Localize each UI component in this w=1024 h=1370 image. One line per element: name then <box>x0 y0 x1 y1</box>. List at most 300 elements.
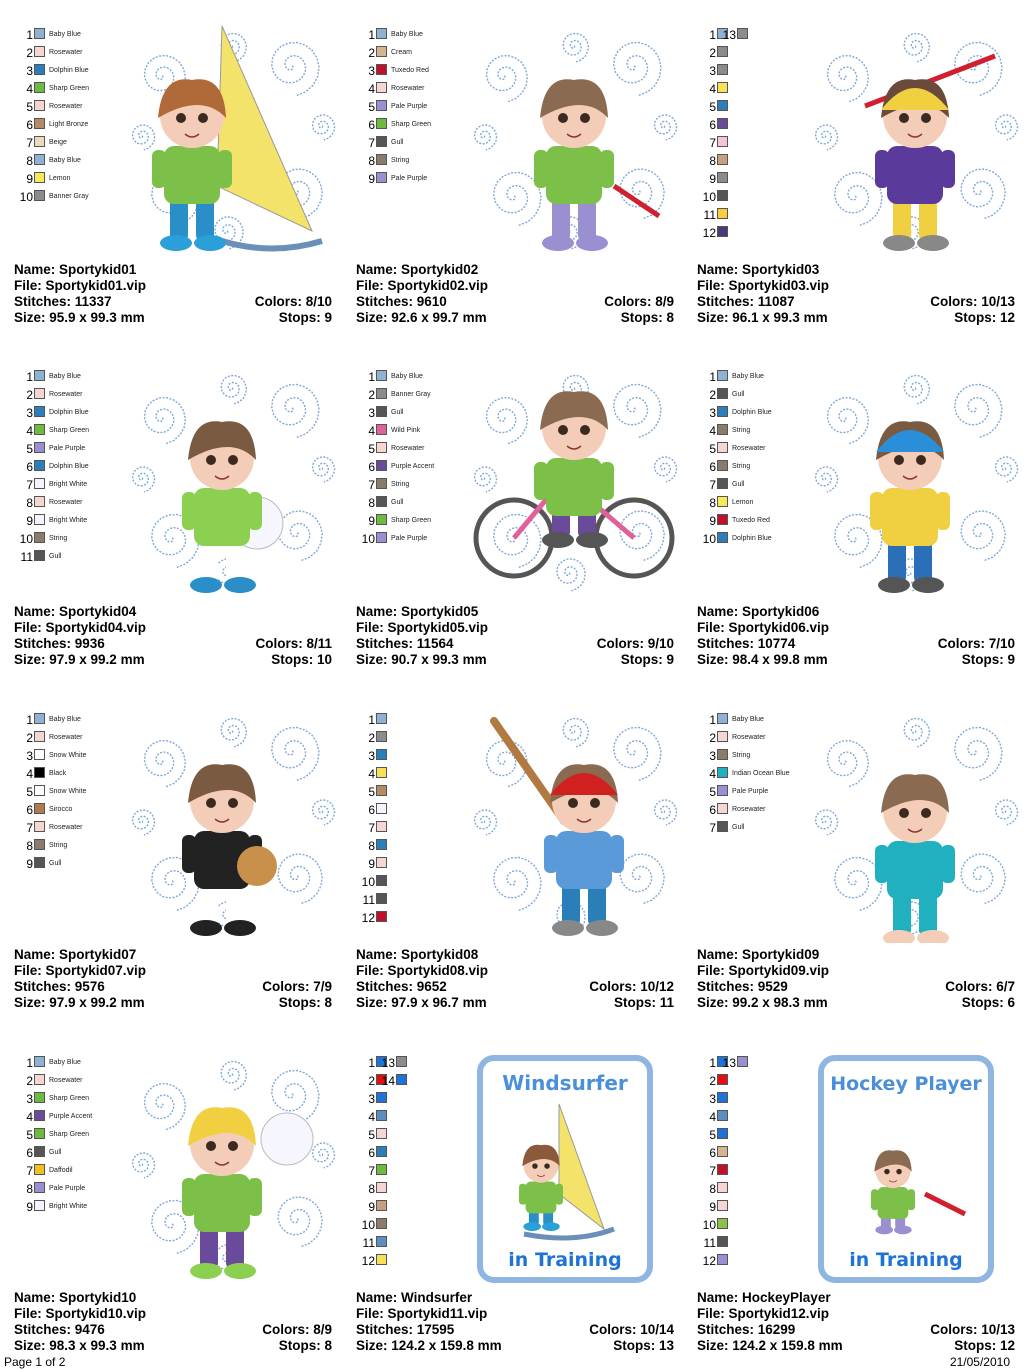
color-swatch <box>34 190 45 201</box>
color-number: 7 <box>368 1164 375 1178</box>
color-swatch <box>376 370 387 381</box>
color-number: 3 <box>368 1092 375 1106</box>
color-number: 12 <box>361 1254 375 1268</box>
shoe <box>160 235 192 251</box>
eye <box>176 113 186 123</box>
color-number: 3 <box>709 406 716 420</box>
shirt <box>164 146 220 204</box>
color-number: 7 <box>26 136 33 150</box>
design-name: Name: Sportykid01 <box>14 262 137 277</box>
color-swatch <box>376 1092 387 1103</box>
design-file: File: Sportykid11.vip <box>356 1306 488 1321</box>
design-info <box>356 947 674 1011</box>
design-file: File: Sportykid06.vip <box>697 620 830 635</box>
arm <box>936 492 950 530</box>
color-swatch <box>34 478 45 489</box>
color-swatch <box>34 803 45 814</box>
color-number: 1 <box>709 1056 716 1070</box>
design-stops: Stops: 6 <box>961 995 1015 1010</box>
color-number: 1 <box>709 713 716 727</box>
design-card <box>14 352 344 682</box>
design-name: Name: Sportykid04 <box>14 604 137 619</box>
color-swatch <box>34 442 45 453</box>
color-number: 12 <box>702 1254 716 1268</box>
design-name: Name: Sportykid09 <box>697 947 820 962</box>
color-swatch <box>34 1200 45 1211</box>
shirt <box>194 1174 250 1232</box>
color-number: 7 <box>368 821 375 835</box>
thread-name: Sharp Green <box>391 517 432 524</box>
color-swatch <box>34 460 45 471</box>
design-info <box>697 947 1015 1011</box>
shoe <box>523 1222 541 1231</box>
design-info <box>697 262 1015 326</box>
shoe <box>917 235 949 251</box>
design-info <box>356 1290 674 1354</box>
color-number: 9 <box>368 172 375 186</box>
shoe <box>194 235 226 251</box>
shirt <box>556 831 612 889</box>
arm <box>534 150 548 188</box>
color-number: 7 <box>26 821 33 835</box>
color-swatch <box>376 136 387 147</box>
color-number: 6 <box>368 460 375 474</box>
color-number: 2 <box>709 388 716 402</box>
design-stitches: Stitches: 10774 <box>697 636 796 651</box>
color-number: 2 <box>368 731 375 745</box>
color-swatch <box>717 100 728 111</box>
color-number: 1 <box>368 713 375 727</box>
color-swatch <box>376 1200 387 1211</box>
color-swatch <box>34 1056 45 1067</box>
design-stitches: Stitches: 9529 <box>697 979 788 994</box>
color-swatch <box>717 785 728 796</box>
thread-name: Sharp Green <box>391 121 432 128</box>
thread-name: Baby Blue <box>391 373 423 380</box>
color-swatch <box>34 424 45 435</box>
design-stops: Stops: 9 <box>278 310 332 325</box>
design-size: Size: 99.2 x 98.3 mm <box>697 995 828 1010</box>
color-swatch <box>376 28 387 39</box>
shirt <box>887 841 943 899</box>
design-stops: Stops: 13 <box>613 1338 674 1353</box>
arm <box>941 845 955 883</box>
design-stops: Stops: 8 <box>620 310 674 325</box>
color-number: 5 <box>709 442 716 456</box>
color-swatch <box>34 1092 45 1103</box>
color-swatch <box>34 749 45 760</box>
thread-name: Dolphin Blue <box>49 463 89 470</box>
color-swatch <box>376 46 387 57</box>
thread-name: Pale Purple <box>391 175 428 182</box>
color-swatch <box>737 28 748 39</box>
design-stitches: Stitches: 9576 <box>14 979 105 994</box>
color-swatch <box>717 1182 728 1193</box>
color-number: 5 <box>368 442 375 456</box>
design-card <box>356 695 686 1025</box>
color-number: 9 <box>26 514 33 528</box>
shoe <box>576 235 608 251</box>
color-swatch <box>376 424 387 435</box>
eye <box>590 798 600 808</box>
embroidery-design-preview <box>805 1044 1021 1286</box>
thread-name: Pale Purple <box>49 1185 86 1192</box>
design-card <box>14 695 344 1025</box>
thread-name: Pale Purple <box>49 445 86 452</box>
design-card <box>697 10 1024 340</box>
design-file: File: Sportykid08.vip <box>356 963 489 978</box>
color-swatch <box>34 100 45 111</box>
color-number: 8 <box>368 496 375 510</box>
color-swatch <box>376 478 387 489</box>
thread-name: Pale Purple <box>732 788 769 795</box>
color-number: 2 <box>368 46 375 60</box>
kid-figure <box>182 421 262 593</box>
eye <box>228 1141 238 1151</box>
color-swatch <box>376 82 387 93</box>
color-number: 6 <box>709 803 716 817</box>
color-swatch <box>717 46 728 57</box>
color-swatch <box>34 839 45 850</box>
color-number: 11 <box>703 208 716 222</box>
thread-name: String <box>49 842 68 849</box>
thread-name: Banner Gray <box>49 193 89 200</box>
color-number: 3 <box>709 1092 716 1106</box>
eye <box>899 808 909 818</box>
color-swatch <box>376 749 387 760</box>
color-number: 1 <box>368 28 375 42</box>
design-name: Name: Sportykid05 <box>356 604 479 619</box>
shoe <box>875 1226 893 1235</box>
color-swatch <box>717 1200 728 1211</box>
color-number: 3 <box>709 64 716 78</box>
color-number: 1 <box>26 370 33 384</box>
color-swatch <box>376 460 387 471</box>
design-stitches: Stitches: 11564 <box>356 636 454 651</box>
design-card <box>697 1038 1024 1368</box>
color-number: 3 <box>709 749 716 763</box>
embroidery-design-preview <box>805 701 1021 943</box>
eye <box>558 425 568 435</box>
color-number: 13 <box>722 1056 736 1070</box>
color-swatch <box>717 1254 728 1265</box>
design-stops: Stops: 10 <box>271 652 332 667</box>
design-colors: Colors: 7/9 <box>262 979 332 994</box>
design-file: File: Sportykid09.vip <box>697 963 830 978</box>
design-colors: Colors: 8/9 <box>604 294 674 309</box>
eye <box>916 455 926 465</box>
color-swatch <box>34 767 45 778</box>
eye <box>206 798 216 808</box>
color-number: 1 <box>368 370 375 384</box>
color-number: 9 <box>368 857 375 871</box>
color-number: 9 <box>709 172 716 186</box>
shirt <box>878 1187 909 1219</box>
color-number: 4 <box>368 82 375 96</box>
thread-name: Gull <box>49 553 62 560</box>
color-swatch <box>376 388 387 399</box>
eye <box>544 1163 550 1169</box>
color-number: 8 <box>26 839 33 853</box>
color-swatch <box>34 28 45 39</box>
color-swatch <box>34 532 45 543</box>
design-colors: Colors: 8/9 <box>262 1322 332 1337</box>
color-number: 7 <box>709 478 716 492</box>
color-swatch <box>34 406 45 417</box>
color-swatch <box>376 1236 387 1247</box>
color-number: 6 <box>26 1146 33 1160</box>
design-stops: Stops: 8 <box>278 995 332 1010</box>
design-size: Size: 90.7 x 99.3 mm <box>356 652 487 667</box>
color-number: 11 <box>20 550 33 564</box>
thread-name: Pale Purple <box>391 103 428 110</box>
eye <box>580 425 590 435</box>
eye <box>921 808 931 818</box>
eye <box>568 798 578 808</box>
eye <box>558 113 568 123</box>
shirt <box>887 146 943 204</box>
color-number: 6 <box>26 118 33 132</box>
design-card <box>697 352 1024 682</box>
thread-name: Rosewater <box>732 445 766 452</box>
color-number: 3 <box>26 64 33 78</box>
color-swatch <box>34 496 45 507</box>
design-info <box>14 604 332 668</box>
shoe <box>542 235 574 251</box>
color-number: 2 <box>368 1074 375 1088</box>
thread-name: Rosewater <box>732 806 766 813</box>
design-card <box>14 1038 344 1368</box>
thread-name: Purple Accent <box>49 1113 93 1120</box>
color-swatch <box>376 893 387 904</box>
color-number: 2 <box>709 731 716 745</box>
color-number: 2 <box>26 46 33 60</box>
design-stitches: Stitches: 9610 <box>356 294 447 309</box>
color-swatch <box>376 1254 387 1265</box>
color-swatch <box>717 749 728 760</box>
color-swatch <box>376 767 387 778</box>
color-number: 6 <box>26 803 33 817</box>
thread-name: Dolphin Blue <box>732 535 772 542</box>
thread-name: Tuxedo Red <box>391 67 429 74</box>
color-number: 3 <box>26 749 33 763</box>
color-swatch <box>34 1182 45 1193</box>
color-swatch <box>376 821 387 832</box>
color-number: 4 <box>709 1110 716 1124</box>
color-swatch <box>717 1092 728 1103</box>
shoe <box>224 577 256 593</box>
color-swatch <box>34 64 45 75</box>
color-swatch <box>717 190 728 201</box>
color-swatch <box>376 1128 387 1139</box>
thread-name: Rosewater <box>49 103 83 110</box>
thread-name: Rosewater <box>49 391 83 398</box>
color-number: 6 <box>709 1146 716 1160</box>
design-file: File: Sportykid10.vip <box>14 1306 147 1321</box>
color-number: 8 <box>709 1182 716 1196</box>
color-number: 5 <box>368 1128 375 1142</box>
shoe <box>224 920 256 936</box>
design-name: Name: Windsurfer <box>356 1290 473 1305</box>
color-number: 6 <box>368 118 375 132</box>
shoe <box>542 1222 560 1231</box>
color-number: 8 <box>368 154 375 168</box>
design-file: File: Sportykid02.vip <box>356 278 489 293</box>
color-number: 9 <box>26 857 33 871</box>
design-stops: Stops: 8 <box>278 1338 332 1353</box>
color-swatch <box>34 46 45 57</box>
design-colors: Colors: 9/10 <box>596 636 674 651</box>
embroidery-design-preview <box>122 358 338 600</box>
arm <box>941 150 955 188</box>
color-swatch <box>717 496 728 507</box>
design-card <box>356 1038 686 1368</box>
thread-name: Baby Blue <box>49 31 81 38</box>
color-number: 4 <box>26 82 33 96</box>
color-number: 3 <box>368 64 375 78</box>
shoe <box>912 577 944 593</box>
color-swatch <box>34 370 45 381</box>
color-swatch <box>34 1128 45 1139</box>
thread-name: Sirocco <box>49 806 73 813</box>
color-swatch <box>717 172 728 183</box>
color-swatch <box>376 1110 387 1121</box>
color-swatch <box>737 1056 748 1067</box>
color-swatch <box>34 857 45 868</box>
color-number: 2 <box>26 731 33 745</box>
thread-name: Gull <box>391 139 404 146</box>
thread-name: Pale Purple <box>391 535 428 542</box>
design-size: Size: 98.4 x 99.8 mm <box>697 652 828 667</box>
design-name: Name: HockeyPlayer <box>697 1290 831 1305</box>
arm <box>248 1178 262 1216</box>
color-number: 8 <box>26 496 33 510</box>
color-number: 9 <box>368 1200 375 1214</box>
arm <box>182 835 196 873</box>
color-swatch <box>717 424 728 435</box>
design-info <box>697 604 1015 668</box>
design-card <box>356 10 686 340</box>
design-stops: Stops: 9 <box>961 652 1015 667</box>
color-number: 4 <box>26 424 33 438</box>
thread-name: Gull <box>732 481 745 488</box>
color-number: 10 <box>361 875 375 889</box>
shirt <box>546 458 602 516</box>
design-info <box>356 262 674 326</box>
kid-figure <box>875 79 955 251</box>
page-number: Page 1 of 2 <box>4 1355 66 1369</box>
design-info <box>14 262 332 326</box>
color-number: 10 <box>702 190 716 204</box>
thread-name: Beige <box>49 139 67 146</box>
design-name: Name: Sportykid03 <box>697 262 820 277</box>
eye <box>206 455 216 465</box>
shoe <box>190 920 222 936</box>
shoe <box>190 1263 222 1279</box>
color-number: 1 <box>709 370 716 384</box>
color-number: 7 <box>709 821 716 835</box>
thread-name: Gull <box>49 860 62 867</box>
design-stitches: Stitches: 9652 <box>356 979 447 994</box>
design-stitches: Stitches: 11337 <box>14 294 112 309</box>
thread-name: Dolphin Blue <box>49 409 89 416</box>
shoe <box>552 920 584 936</box>
color-swatch <box>34 785 45 796</box>
color-swatch <box>376 1218 387 1229</box>
shoe <box>190 577 222 593</box>
thread-name: Rosewater <box>391 85 425 92</box>
color-number: 9 <box>709 1200 716 1214</box>
color-swatch <box>717 1164 728 1175</box>
color-swatch <box>717 713 728 724</box>
design-card <box>356 352 686 682</box>
arm <box>875 845 889 883</box>
thread-name: Gull <box>391 499 404 506</box>
design-size: Size: 97.9 x 99.2 mm <box>14 652 145 667</box>
thread-name: String <box>732 463 751 470</box>
shirt <box>546 146 602 204</box>
arm <box>907 1189 915 1210</box>
design-colors: Colors: 10/13 <box>930 294 1015 309</box>
eye <box>206 1141 216 1151</box>
color-swatch <box>717 821 728 832</box>
color-swatch <box>717 136 728 147</box>
design-stitches: Stitches: 16299 <box>697 1322 796 1337</box>
design-size: Size: 96.1 x 99.3 mm <box>697 310 828 325</box>
color-swatch <box>376 1182 387 1193</box>
thread-name: Black <box>49 770 67 777</box>
shoe <box>224 1263 256 1279</box>
color-swatch <box>376 875 387 886</box>
color-number: 8 <box>709 496 716 510</box>
embroidery-design-preview <box>464 1044 680 1286</box>
color-swatch <box>376 172 387 183</box>
color-swatch <box>376 839 387 850</box>
thread-name: Baby Blue <box>49 716 81 723</box>
thread-name: Rosewater <box>49 49 83 56</box>
color-number: 8 <box>26 1182 33 1196</box>
color-swatch <box>34 821 45 832</box>
thread-name: Rosewater <box>391 445 425 452</box>
thread-name: Gull <box>732 824 745 831</box>
color-swatch <box>717 370 728 381</box>
color-number: 7 <box>26 478 33 492</box>
thread-name: Bright White <box>49 517 88 524</box>
board <box>222 241 322 249</box>
thread-name: Sharp Green <box>49 1131 90 1138</box>
color-number: 6 <box>368 803 375 817</box>
thread-name: Dolphin Blue <box>732 409 772 416</box>
thread-name: Baby Blue <box>391 31 423 38</box>
arm <box>875 150 889 188</box>
arm <box>871 1189 879 1210</box>
color-number: 4 <box>368 424 375 438</box>
thread-name: Bright White <box>49 1203 88 1210</box>
thread-name: Rosewater <box>732 734 766 741</box>
color-number: 7 <box>368 478 375 492</box>
color-number: 2 <box>26 1074 33 1088</box>
color-number: 5 <box>709 785 716 799</box>
color-number: 5 <box>26 785 33 799</box>
shoe <box>576 532 608 548</box>
design-colors: Colors: 10/13 <box>930 1322 1015 1337</box>
color-number: 10 <box>702 1218 716 1232</box>
thread-name: Bright White <box>49 481 88 488</box>
thread-name: Sharp Green <box>49 427 90 434</box>
color-number: 13 <box>381 1056 395 1070</box>
color-number: 1 <box>368 1056 375 1070</box>
color-swatch <box>717 208 728 219</box>
